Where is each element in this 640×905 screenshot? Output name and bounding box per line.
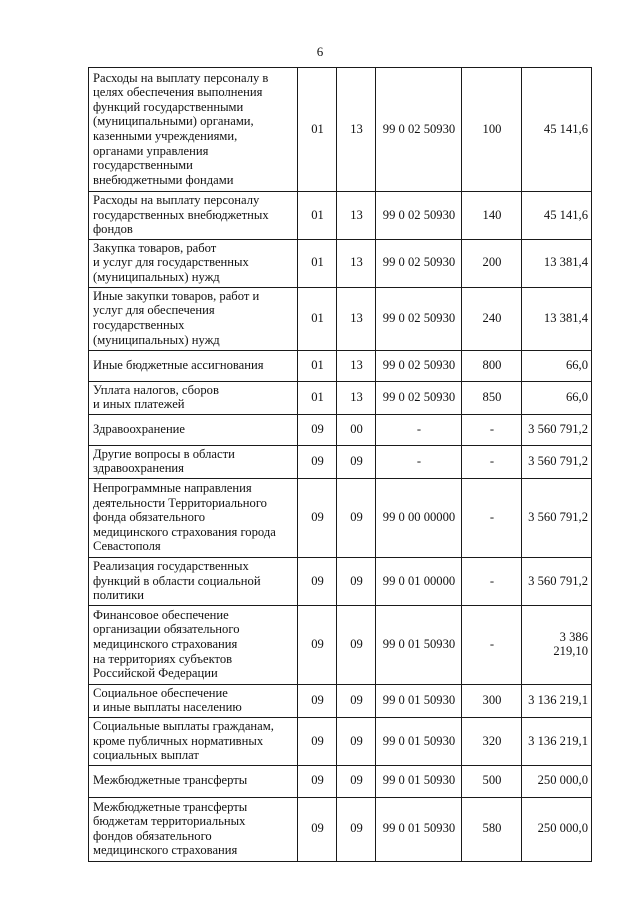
expense-type-cell: - bbox=[462, 414, 522, 445]
target-article-cell: 99 0 01 50930 bbox=[376, 684, 462, 717]
expense-type-cell: - bbox=[462, 478, 522, 557]
table-row bbox=[89, 557, 592, 605]
subsection-code-cell: 09 bbox=[337, 717, 376, 765]
expense-name-cell bbox=[89, 478, 298, 557]
expense-name-cell bbox=[89, 68, 298, 192]
expense-name-cell bbox=[89, 717, 298, 765]
expense-name-line: Иные закупки товаров, работ и bbox=[93, 288, 260, 303]
expense-name-line: Севастополя bbox=[93, 539, 161, 554]
table-row bbox=[89, 414, 592, 445]
table-row bbox=[89, 605, 592, 684]
subsection-code-cell: 09 bbox=[337, 478, 376, 557]
amount-cell: 13 381,4 bbox=[522, 287, 592, 350]
expense-name-line: медицинского страхования города bbox=[93, 524, 276, 539]
target-article-cell: - bbox=[376, 414, 462, 445]
expense-name-cell bbox=[89, 350, 298, 381]
target-article-cell: 99 0 01 00000 bbox=[376, 557, 462, 605]
expense-name-line: и иные выплаты населению bbox=[93, 700, 242, 715]
table-row bbox=[89, 445, 592, 478]
target-article-cell: 99 0 01 50930 bbox=[376, 717, 462, 765]
expense-name-line: политики bbox=[93, 588, 144, 603]
expense-type-cell: 500 bbox=[462, 765, 522, 797]
expense-name-line: деятельности Территориального bbox=[93, 495, 267, 510]
expense-name-line: фондов bbox=[93, 222, 133, 237]
section-code-cell: 09 bbox=[298, 557, 337, 605]
expense-name-line: Российской Федерации bbox=[93, 666, 218, 681]
expense-name-line: Реализация государственных bbox=[93, 558, 249, 573]
expense-name-line: Расходы на выплату персоналу bbox=[93, 193, 260, 207]
table-row bbox=[89, 350, 592, 381]
expense-name-line: функций государственными bbox=[93, 99, 244, 114]
expense-name-line: фондов обязательного bbox=[93, 828, 212, 843]
subsection-code-cell: 09 bbox=[337, 445, 376, 478]
expense-name-line: Другие вопросы в области bbox=[93, 446, 235, 461]
expense-name-line: Непрограммные направления bbox=[93, 480, 252, 495]
expense-name-line: кроме публичных нормативных bbox=[93, 733, 264, 748]
expense-name-cell bbox=[89, 797, 298, 861]
expense-name-line: Уплата налогов, сборов bbox=[93, 382, 219, 397]
table-row bbox=[89, 717, 592, 765]
expense-type-cell: 800 bbox=[462, 350, 522, 381]
target-article-cell: 99 0 02 50930 bbox=[376, 192, 462, 240]
table-row bbox=[89, 684, 592, 717]
subsection-code-cell: 13 bbox=[337, 239, 376, 287]
budget-table bbox=[88, 67, 592, 862]
expense-name-cell bbox=[89, 381, 298, 414]
amount-cell: 3 560 791,2 bbox=[522, 445, 592, 478]
target-article-cell: 99 0 01 50930 bbox=[376, 797, 462, 861]
expense-type-cell: - bbox=[462, 557, 522, 605]
expense-name-line: и иных платежей bbox=[93, 397, 185, 412]
expense-type-cell: 300 bbox=[462, 684, 522, 717]
amount-cell: 13 381,4 bbox=[522, 239, 592, 287]
expense-name-line: Социальное обеспечение bbox=[93, 685, 228, 700]
expense-name-line: социальных выплат bbox=[93, 748, 199, 763]
amount-cell: 250 000,0 bbox=[522, 765, 592, 797]
expense-name-cell bbox=[89, 287, 298, 350]
page-number: 6 bbox=[316, 44, 324, 59]
expense-type-cell: 100 bbox=[462, 68, 522, 192]
amount-cell: 3 560 791,2 bbox=[522, 557, 592, 605]
expense-name-line: Межбюджетные трансферты bbox=[93, 773, 248, 788]
expense-type-cell: 580 bbox=[462, 797, 522, 861]
expense-name-cell bbox=[89, 192, 298, 240]
expense-name-line: (муниципальных) нужд bbox=[93, 269, 220, 284]
expense-name-line: целях обеспечения выполнения bbox=[93, 85, 263, 100]
expense-name-line: Здравоохранение bbox=[93, 421, 186, 436]
amount-cell: 45 141,6 bbox=[522, 192, 592, 240]
section-code-cell: 09 bbox=[298, 684, 337, 717]
expense-name-line: медицинского страхования bbox=[93, 843, 238, 858]
amount-cell: 66,0 bbox=[522, 381, 592, 414]
expense-name-line: медицинского страхования bbox=[93, 636, 238, 651]
expense-name-line: Финансовое обеспечение bbox=[93, 607, 229, 622]
target-article-cell: 99 0 01 50930 bbox=[376, 765, 462, 797]
subsection-code-cell: 09 bbox=[337, 797, 376, 861]
table-row bbox=[89, 381, 592, 414]
target-article-cell: 99 0 02 50930 bbox=[376, 239, 462, 287]
expense-name-line: Расходы на выплату персоналу в bbox=[93, 70, 269, 85]
section-code-cell: 01 bbox=[298, 68, 337, 192]
section-code-cell: 09 bbox=[298, 605, 337, 684]
expense-name-cell bbox=[89, 445, 298, 478]
section-code-cell: 01 bbox=[298, 239, 337, 287]
table-row bbox=[89, 192, 592, 240]
section-code-cell: 09 bbox=[298, 797, 337, 861]
table-row bbox=[89, 287, 592, 350]
subsection-code-cell: 13 bbox=[337, 381, 376, 414]
table-row bbox=[89, 765, 592, 797]
expense-name-line: государственными bbox=[93, 158, 193, 173]
expense-name-cell bbox=[89, 684, 298, 717]
subsection-code-cell: 09 bbox=[337, 765, 376, 797]
expense-name-line: и услуг для государственных bbox=[93, 255, 249, 270]
budget-table-body bbox=[89, 68, 592, 862]
target-article-cell: 99 0 01 50930 bbox=[376, 605, 462, 684]
amount-cell: 66,0 bbox=[522, 350, 592, 381]
expense-name-line: Иные бюджетные ассигнования bbox=[93, 357, 264, 372]
section-code-cell: 01 bbox=[298, 350, 337, 381]
expense-name-line: внебюджетными фондами bbox=[93, 172, 234, 187]
expense-type-cell: 240 bbox=[462, 287, 522, 350]
amount-cell: 45 141,6 bbox=[522, 68, 592, 192]
expense-type-cell: 320 bbox=[462, 717, 522, 765]
expense-name-line: Социальные выплаты гражданам, bbox=[93, 718, 274, 733]
expense-name-cell bbox=[89, 239, 298, 287]
expense-name-line: (муниципальными) органами, bbox=[93, 114, 254, 129]
section-code-cell: 09 bbox=[298, 445, 337, 478]
table-row bbox=[89, 797, 592, 861]
table-row bbox=[89, 239, 592, 287]
expense-name-line: Закупка товаров, работ bbox=[93, 240, 217, 255]
subsection-code-cell: 13 bbox=[337, 350, 376, 381]
target-article-cell: 99 0 02 50930 bbox=[376, 68, 462, 192]
subsection-code-cell: 00 bbox=[337, 414, 376, 445]
subsection-code-cell: 09 bbox=[337, 557, 376, 605]
amount-cell: 250 000,0 bbox=[522, 797, 592, 861]
amount-cell: 3 560 791,2 bbox=[522, 414, 592, 445]
table-row bbox=[89, 478, 592, 557]
expense-name-line: организации обязательного bbox=[93, 622, 240, 637]
amount-cell: 3 136 219,1 bbox=[522, 684, 592, 717]
amount-cell: 3 560 791,2 bbox=[522, 478, 592, 557]
section-code-cell: 01 bbox=[298, 287, 337, 350]
expense-name-line: казенными учреждениями, bbox=[93, 129, 238, 143]
expense-type-cell: 200 bbox=[462, 239, 522, 287]
expense-name-cell bbox=[89, 605, 298, 684]
section-code-cell: 01 bbox=[298, 192, 337, 240]
subsection-code-cell: 13 bbox=[337, 192, 376, 240]
expense-name-line: Межбюджетные трансферты bbox=[93, 799, 248, 814]
subsection-code-cell: 09 bbox=[337, 684, 376, 717]
expense-name-line: фонда обязательного bbox=[93, 510, 206, 525]
expense-name-line: на территориях субъектов bbox=[93, 651, 233, 666]
expense-type-cell: - bbox=[462, 445, 522, 478]
expense-name-line: государственных bbox=[93, 318, 185, 333]
expense-name-cell bbox=[89, 414, 298, 445]
amount-cell: 3 386 219,10 bbox=[522, 605, 592, 684]
expense-type-cell: - bbox=[462, 605, 522, 684]
section-code-cell: 09 bbox=[298, 478, 337, 557]
section-code-cell: 09 bbox=[298, 414, 337, 445]
expense-name-line: органами управления bbox=[93, 143, 209, 158]
expense-name-line: (муниципальных) нужд bbox=[93, 332, 220, 347]
table-row bbox=[89, 68, 592, 192]
expense-name-line: государственных внебюджетных bbox=[93, 207, 269, 222]
target-article-cell: 99 0 00 00000 bbox=[376, 478, 462, 557]
amount-cell: 3 136 219,1 bbox=[522, 717, 592, 765]
subsection-code-cell: 09 bbox=[337, 605, 376, 684]
subsection-code-cell: 13 bbox=[337, 68, 376, 192]
target-article-cell: - bbox=[376, 445, 462, 478]
expense-type-cell: 850 bbox=[462, 381, 522, 414]
target-article-cell: 99 0 02 50930 bbox=[376, 287, 462, 350]
expense-type-cell: 140 bbox=[462, 192, 522, 240]
expense-name-line: услуг для обеспечения bbox=[93, 303, 215, 318]
target-article-cell: 99 0 02 50930 bbox=[376, 350, 462, 381]
section-code-cell: 01 bbox=[298, 381, 337, 414]
section-code-cell: 09 bbox=[298, 717, 337, 765]
expense-name-line: бюджетам территориальных bbox=[93, 814, 246, 829]
expense-name-line: функций в области социальной bbox=[93, 573, 261, 588]
target-article-cell: 99 0 02 50930 bbox=[376, 381, 462, 414]
expense-name-line: здравоохранения bbox=[93, 461, 184, 476]
expense-name-cell bbox=[89, 557, 298, 605]
expense-name-cell bbox=[89, 765, 298, 797]
section-code-cell: 09 bbox=[298, 765, 337, 797]
subsection-code-cell: 13 bbox=[337, 287, 376, 350]
